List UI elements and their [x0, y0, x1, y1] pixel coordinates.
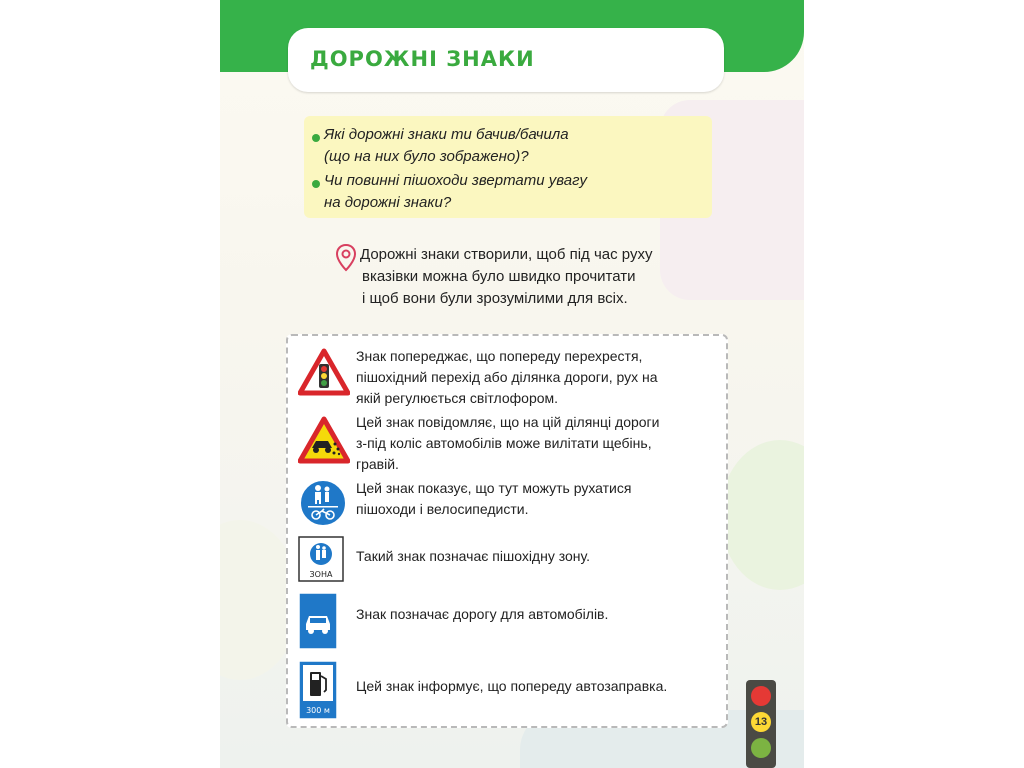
bullet-icon [312, 134, 320, 142]
traffic-light-warning-sign-icon [298, 348, 350, 396]
distance-label: 300 м [306, 706, 330, 715]
sign-description [356, 546, 716, 567]
location-pin-icon [336, 244, 356, 272]
bullet-icon [312, 180, 320, 188]
questions-box [304, 116, 712, 218]
page-number: 13 [751, 712, 771, 732]
loose-gravel-warning-sign-icon [298, 416, 350, 464]
sign-text-line: Цей знак повідомляє, що на цій ділянці дороги [356, 414, 660, 430]
zone-label: ЗОНА [309, 570, 333, 579]
question-1 [324, 124, 704, 168]
signs-box [286, 334, 728, 728]
info-line-2: вказівки можна було швидко прочитати [362, 268, 636, 285]
motor-road-sign-icon [298, 592, 338, 650]
sign-text-line: якій регулюється світлофором. [356, 390, 559, 406]
textbook-page [220, 0, 804, 768]
red-light [751, 686, 771, 706]
info-line-1: Дорожні знаки створили, щоб під час руху [360, 246, 653, 263]
sign-description [356, 346, 716, 409]
sign-description [356, 478, 716, 520]
sign-text-line: Цей знак показує, що тут можуть рухатися [356, 480, 632, 496]
sign-text-line: Цей знак інформує, що попереду автозаправка. [356, 678, 668, 694]
info-text [360, 244, 720, 310]
pedestrian-zone-sign-icon [298, 536, 344, 582]
fuel-station-sign-icon [298, 660, 338, 720]
page-title: ДОРОЖНІ ЗНАКИ [310, 47, 535, 71]
question-2 [324, 170, 704, 214]
background-bush [720, 440, 804, 590]
green-light [751, 738, 771, 758]
sign-text-line: пішоходи і велосипедисти. [356, 501, 529, 517]
question-1-line-2: (що на них було зображено)? [324, 148, 529, 165]
title-box [288, 28, 724, 92]
sign-text-line: з-під коліс автомобілів може вилітати щебінь, [356, 435, 652, 451]
pedestrian-cyclist-path-sign-icon [298, 478, 348, 528]
sign-text-line: гравій. [356, 456, 399, 472]
info-line-3: і щоб вони були зрозумілими для всіх. [362, 290, 628, 307]
sign-text-line: пішохідний перехід або ділянка дороги, рух на [356, 369, 658, 385]
traffic-light-page-number [746, 680, 776, 768]
sign-text-line: Знак позначає дорогу для автомобілів. [356, 606, 609, 622]
question-2-line-1: Чи повинні пішоходи звертати увагу [324, 172, 587, 189]
sign-text-line: Такий знак позначає пішохідну зону. [356, 548, 590, 564]
question-1-line-1: Які дорожні знаки ти бачив/бачила [324, 126, 569, 143]
sign-description [356, 412, 716, 475]
question-2-line-2: на дорожні знаки? [324, 194, 452, 211]
sign-text-line: Знак попереджає, що попереду перехрестя, [356, 348, 643, 364]
sign-description [356, 676, 716, 697]
sign-description [356, 604, 716, 625]
